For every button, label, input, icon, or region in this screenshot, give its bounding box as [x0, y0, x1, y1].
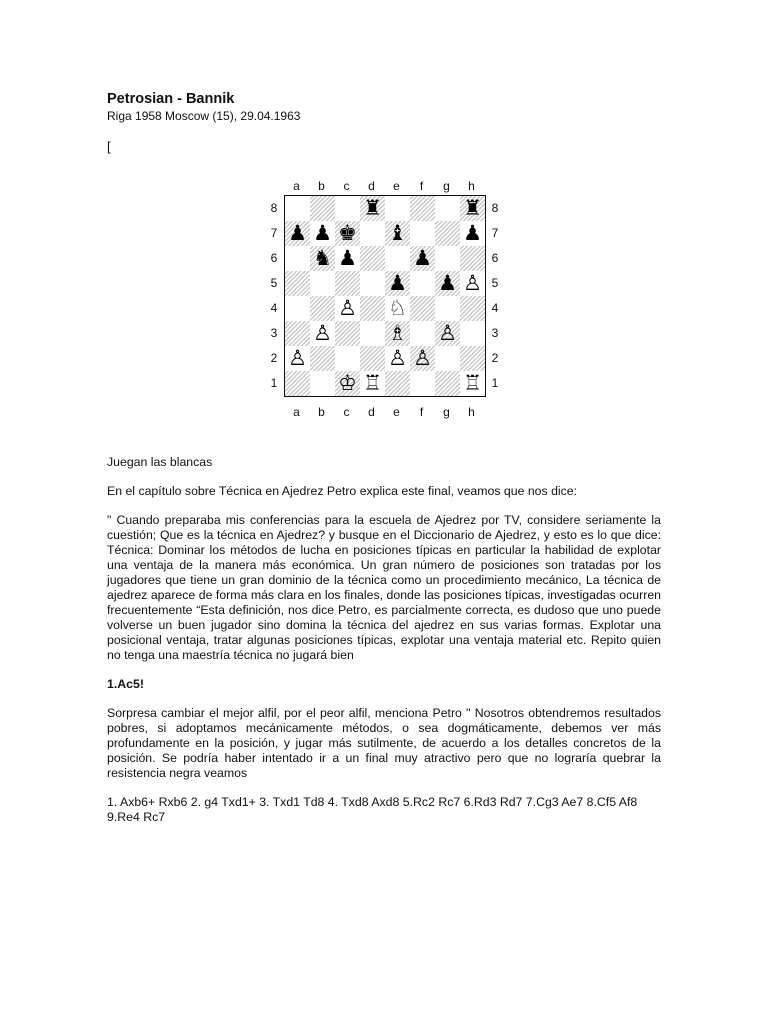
game-info: Riga 1958 Moscow (15), 29.04.1963 — [107, 109, 301, 123]
rank-label: 8 — [270, 200, 278, 215]
board-square — [410, 246, 435, 271]
board-square — [360, 346, 385, 371]
board-square — [360, 271, 385, 296]
board-square — [310, 371, 335, 396]
board-square — [435, 196, 460, 221]
board-square — [460, 196, 485, 221]
quote-paragraph: " Cuando preparaba mis conferencias para la escuela de Ajedrez por TV, considere seriamente la cuestión; Que es la técnica en Ajedrez? y busque en el Diccionario de Ajedrez, y esto es lo que dice: Técnica: Dominar los métodos de lucha en posiciones típicas en particular la habilidad de explotar una ventaja de la manera más económica. Un gran número de posiciones son tratadas por los jugadores que tiene un gran dominio de la técnica como un procedimiento mecánico, La técnica de ajedrez aparece de forma más clara en los finales, donde las posiciones típicas, investigadas ocurren frecuentemente “Esta definición, nos dice Petro, es parcialmente correcta, es dudoso que uno puede volverse un buen jugador sino domina la técnica del ajedrez en sus varias formas. Explotar una posicional ventaja, tratar algunas posiciones típicas, explotar una ventaja material etc. Repito quien no tenga una maestría técnica no jugará bien — [107, 513, 661, 662]
file-label: b — [318, 179, 325, 193]
board-square — [385, 271, 410, 296]
file-label: g — [443, 179, 450, 193]
rank-label: 5 — [270, 275, 278, 290]
board-square — [410, 346, 435, 371]
chess-piece: ♙ — [288, 346, 307, 370]
chess-piece: ♖ — [463, 371, 482, 395]
board-square — [285, 196, 310, 221]
chess-piece: ♟ — [388, 271, 407, 295]
chess-piece: ♗ — [388, 321, 407, 345]
file-labels-bottom — [284, 405, 484, 419]
board-square — [410, 371, 435, 396]
chess-piece: ♙ — [438, 321, 457, 345]
chess-piece: ♘ — [388, 296, 407, 320]
file-label: d — [368, 405, 375, 419]
intro-paragraph: En el capítulo sobre Técnica en Ajedrez Petro explica este final, veamos que nos dice: — [107, 484, 578, 498]
board-square — [360, 296, 385, 321]
board-square — [410, 296, 435, 321]
board-square — [285, 346, 310, 371]
file-label: e — [393, 179, 400, 193]
board-square — [310, 321, 335, 346]
board-square — [435, 221, 460, 246]
rank-label: 4 — [270, 300, 278, 315]
board-square — [285, 271, 310, 296]
board-square — [310, 346, 335, 371]
board-square — [435, 271, 460, 296]
rank-label: 2 — [491, 350, 499, 365]
chess-piece: ♟ — [313, 221, 332, 245]
file-label: a — [293, 405, 300, 419]
board-square — [385, 296, 410, 321]
board-square — [385, 221, 410, 246]
board-square — [460, 371, 485, 396]
board-square — [460, 296, 485, 321]
chess-piece: ♟ — [438, 271, 457, 295]
chess-piece: ♜ — [363, 196, 382, 220]
chess-piece: ♔ — [338, 371, 357, 395]
board-square — [360, 371, 385, 396]
rank-label: 7 — [270, 225, 278, 240]
board-square — [435, 321, 460, 346]
board-square — [435, 346, 460, 371]
rank-label: 1 — [491, 375, 499, 390]
chess-piece: ♟ — [413, 246, 432, 270]
rank-labels-right — [488, 195, 502, 395]
rank-label: 4 — [491, 300, 499, 315]
rank-label: 5 — [491, 275, 499, 290]
board-square — [335, 271, 360, 296]
board-square — [385, 321, 410, 346]
board-square — [285, 246, 310, 271]
chess-piece: ♞ — [313, 246, 332, 270]
rank-label: 1 — [270, 375, 278, 390]
file-label: f — [419, 405, 424, 419]
rank-label: 8 — [491, 200, 499, 215]
chess-piece: ♙ — [463, 271, 482, 295]
rank-labels-left — [267, 195, 281, 395]
board-square — [360, 221, 385, 246]
file-labels-top — [284, 179, 484, 193]
file-label: a — [293, 179, 300, 193]
board-square — [460, 321, 485, 346]
board-square — [285, 371, 310, 396]
board-square — [310, 196, 335, 221]
board-square — [360, 196, 385, 221]
board-square — [335, 321, 360, 346]
file-label: d — [368, 179, 375, 193]
board-square — [285, 221, 310, 246]
board-square — [410, 321, 435, 346]
board-square — [335, 196, 360, 221]
chess-board — [284, 195, 486, 397]
board-square — [460, 221, 485, 246]
board-square — [310, 221, 335, 246]
board-square — [335, 246, 360, 271]
chess-diagram — [262, 176, 502, 426]
board-square — [335, 346, 360, 371]
rank-label: 3 — [491, 325, 499, 340]
rank-label: 2 — [270, 350, 278, 365]
rank-label: 6 — [270, 250, 278, 265]
bracket-mark: [ — [107, 139, 111, 154]
game-title: Petrosian - Bannik — [107, 91, 235, 107]
board-square — [285, 321, 310, 346]
main-move: 1.Ac5! — [107, 677, 144, 691]
board-square — [285, 296, 310, 321]
board-square — [360, 321, 385, 346]
chess-piece: ♜ — [463, 196, 482, 220]
board-square — [410, 271, 435, 296]
board-square — [335, 371, 360, 396]
chess-piece: ♖ — [363, 371, 382, 395]
chess-piece: ♝ — [388, 221, 407, 245]
board-square — [435, 246, 460, 271]
board-square — [435, 371, 460, 396]
chess-piece: ♙ — [338, 296, 357, 320]
file-label: f — [419, 179, 424, 193]
file-label: e — [393, 405, 400, 419]
chess-piece: ♚ — [338, 221, 357, 245]
board-square — [385, 196, 410, 221]
board-square — [410, 221, 435, 246]
board-square — [310, 246, 335, 271]
board-square — [385, 246, 410, 271]
side-to-move: Juegan las blancas — [107, 455, 213, 469]
file-label: h — [468, 405, 475, 419]
board-square — [310, 271, 335, 296]
board-square — [385, 346, 410, 371]
board-square — [335, 221, 360, 246]
rank-label: 7 — [491, 225, 499, 240]
file-label: g — [443, 405, 450, 419]
file-label: c — [343, 179, 350, 193]
comment-paragraph: Sorpresa cambiar el mejor alfil, por el peor alfil, menciona Petro " Nosotros obtendremos resultados pobres, si adoptamos mecánicamente métodos, o sea dogmáticamente, debemos ver más profundamente en la posición, y jugar más sutilmente, de acuerdo a los detalles concretos de la posición. Se podría haber intentado ir a un final muy atractivo pero que no lograría quebrar la resistencia negra veamos — [107, 706, 661, 780]
chess-piece: ♙ — [413, 346, 432, 370]
file-label: h — [468, 179, 475, 193]
chess-piece: ♟ — [338, 246, 357, 270]
board-square — [385, 371, 410, 396]
chess-piece: ♟ — [463, 221, 482, 245]
board-square — [435, 296, 460, 321]
file-label: b — [318, 405, 325, 419]
variation-line: 1. Axb6+ Rxb6 2. g4 Txd1+ 3. Txd1 Td8 4. Txd8 Axd8 5.Rc2 Rc7 6.Rd3 Rd7 7.Cg3 Ae7 8.Cf5 Af8 9.Re4 Rc7 — [107, 795, 638, 824]
chess-piece: ♙ — [313, 321, 332, 345]
board-square — [335, 296, 360, 321]
board-square — [460, 246, 485, 271]
board-square — [360, 246, 385, 271]
board-square — [310, 296, 335, 321]
chess-piece: ♟ — [288, 221, 307, 245]
board-square — [410, 196, 435, 221]
board-square — [460, 271, 485, 296]
rank-label: 3 — [270, 325, 278, 340]
chess-piece: ♙ — [388, 346, 407, 370]
board-square — [460, 346, 485, 371]
rank-label: 6 — [491, 250, 499, 265]
file-label: c — [343, 405, 350, 419]
